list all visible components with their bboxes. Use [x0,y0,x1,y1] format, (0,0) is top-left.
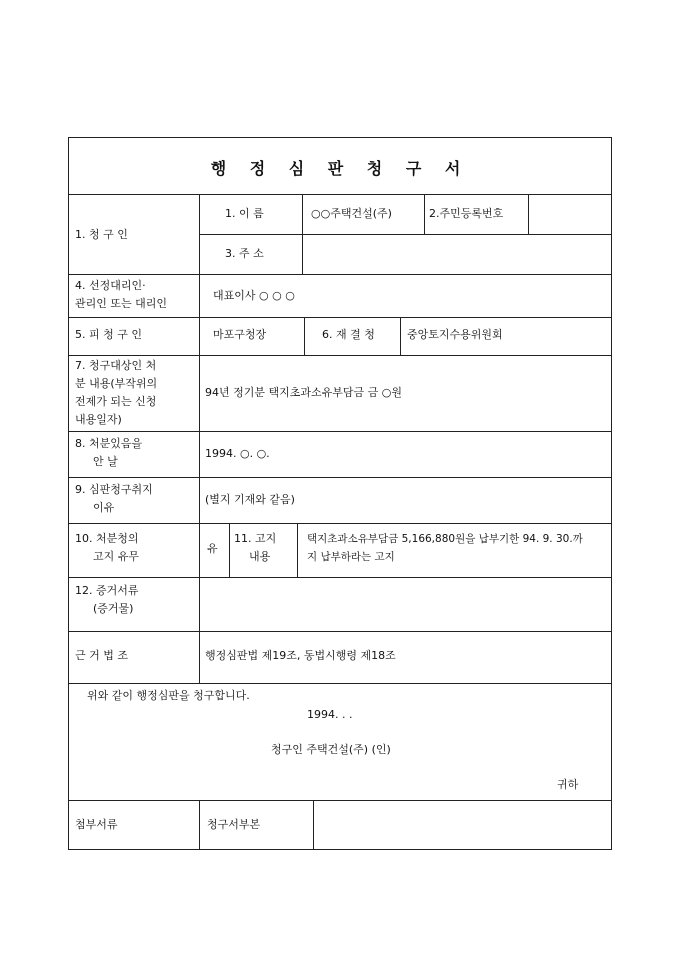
legal-basis-value: 행정심판법 제19조, 동법시행령 제18조 [205,649,396,662]
disposition-label-line1: 7. 청구대상인 처 [75,359,157,372]
addressee: 귀하 [557,778,579,791]
form-title: 행 정 심 판 청 구 서 [210,159,470,178]
known-date-value: 1994. ○. ○. [205,447,270,460]
known-date-label-line2: 안 날 [93,455,118,468]
purpose-label-line1: 9. 심판청구취지 [75,483,153,496]
disposition-value: 94년 정기분 택지초과소유부담금 금 ○원 [205,386,402,399]
representative-label-line2: 관리인 또는 대리인 [75,297,168,310]
petitioner-label: 1. 청 구 인 [75,228,128,241]
purpose-value: (별지 기재와 같음) [205,493,295,506]
known-date-label-line1: 8. 처분있음을 [75,437,143,450]
notice-content-line1: 택지초과소유부담금 5,166,880원을 납부기한 94. 9. 30.까 [307,533,583,545]
ruling-agency-label: 6. 재 결 청 [322,328,375,341]
notice-presence-label-line1: 10. 처분청의 [75,532,139,545]
disposition-label-line4: 내용일자) [75,413,122,426]
legal-basis-label: 근 거 법 조 [75,649,128,662]
ruling-agency-value: 중앙토지수용위원회 [407,328,503,341]
signer-line: 청구인 주택건설(주) (인) [271,743,391,756]
attachments-value: 청구서부본 [207,818,261,831]
respondent-value: 마포구청장 [213,328,267,341]
attachments-label: 첨부서류 [75,818,118,831]
notice-content-line2: 지 납부하라는 고지 [307,551,395,563]
address-label: 3. 주 소 [225,247,264,260]
name-label: 1. 이 름 [225,207,264,220]
evidence-label-line2: (증거물) [93,602,134,615]
representative-label-line1: 4. 선정대리인· [75,279,146,292]
name-value: ○○주택건설(주) [311,207,392,220]
disposition-label-line2: 분 내용(부작위의 [75,377,158,390]
notice-presence-label-line2: 고지 유무 [93,550,140,563]
declaration-text: 위와 같이 행정심판을 청구합니다. [87,689,250,702]
notice-content-label-line1: 11. 고지 [234,532,277,545]
petition-form [68,137,612,850]
notice-presence-value: 유 [207,542,218,555]
disposition-label-line3: 전제가 되는 신청 [75,395,157,408]
representative-value: 대표이사 ○ ○ ○ [213,289,295,302]
notice-content-label-line2: 내용 [249,550,271,563]
evidence-label-line1: 12. 증거서류 [75,584,139,597]
respondent-label: 5. 피 청 구 인 [75,328,142,341]
declaration-date: 1994. . . [307,708,353,721]
registration-number-label: 2.주민등록번호 [429,207,504,220]
purpose-label-line2: 이유 [93,501,115,514]
